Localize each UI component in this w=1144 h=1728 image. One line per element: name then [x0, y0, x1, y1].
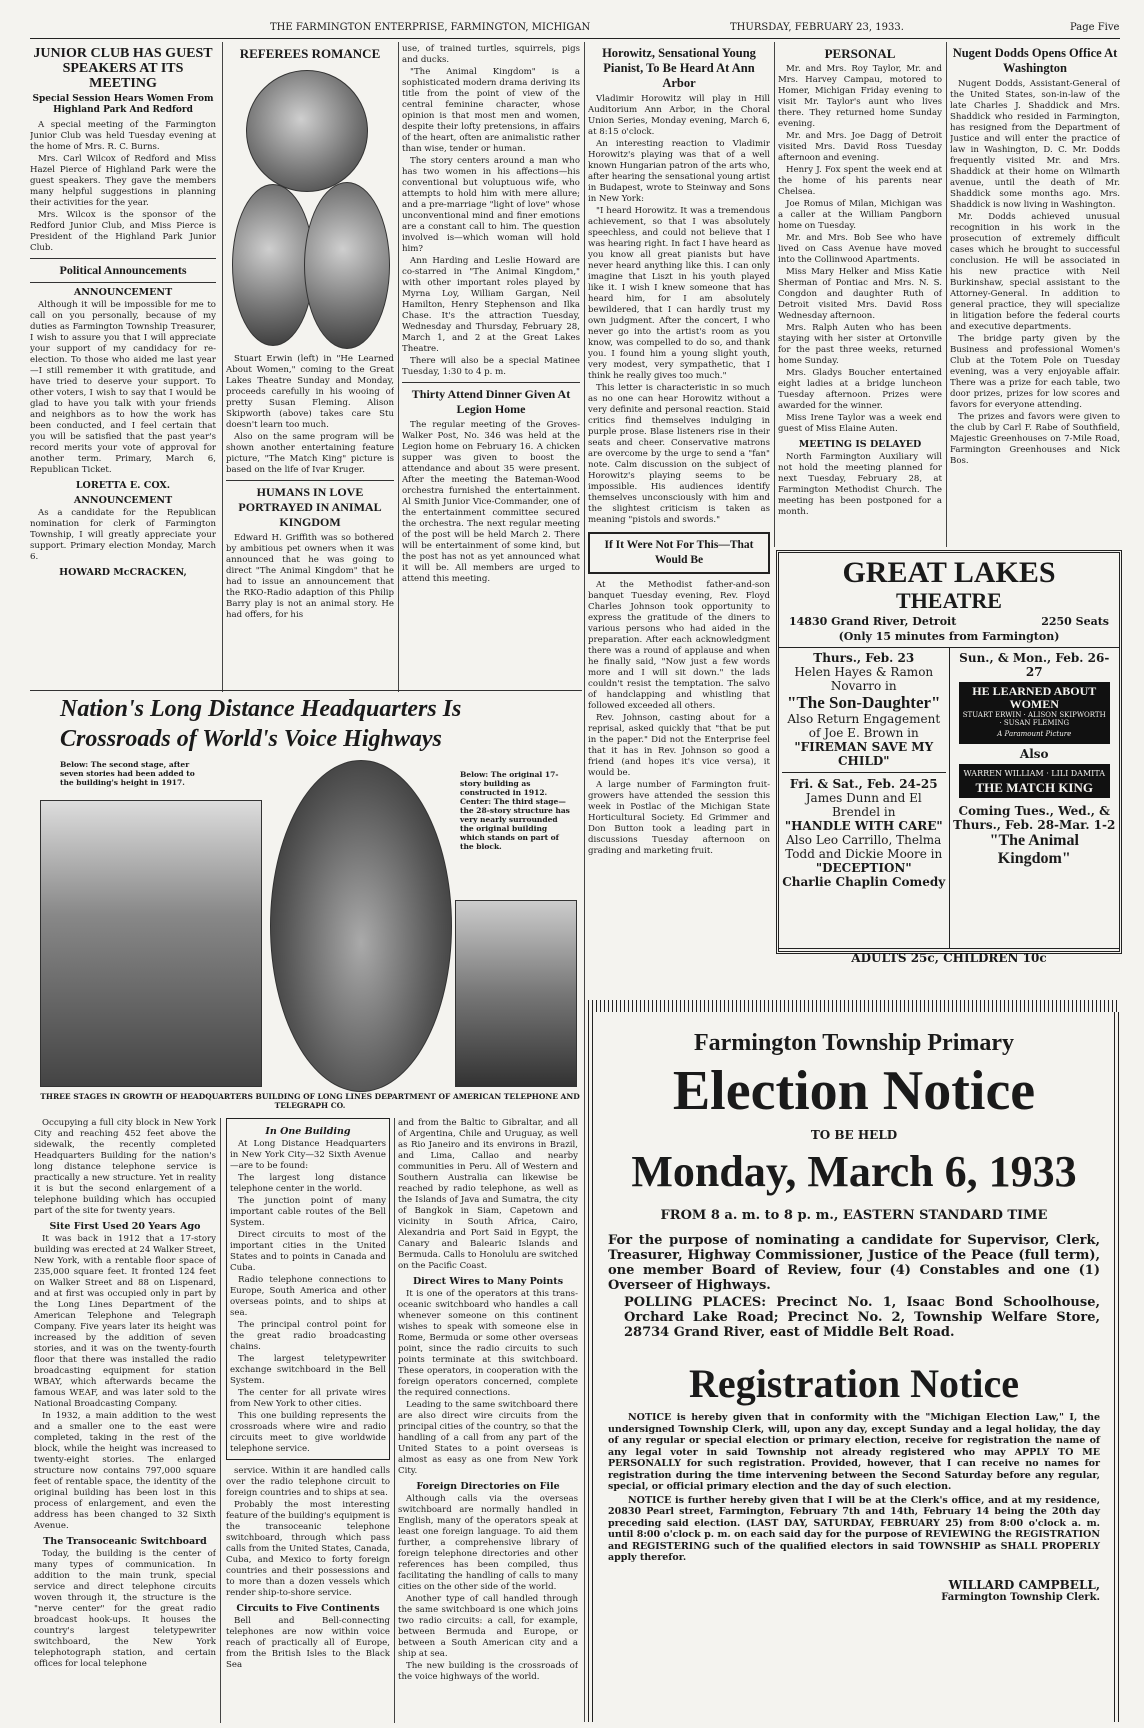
humans-headline: HUMANS IN LOVE PORTRAYED IN ANIMAL KINGDOM	[238, 485, 382, 529]
clerk-signature: WILLARD CAMPBELL,	[948, 1577, 1100, 1592]
building-photo-1932	[270, 760, 452, 1092]
not-for-headline-box	[588, 532, 770, 574]
theatre-advertisement	[776, 550, 1122, 965]
humans-para: Edward H. Griffith was so bothered by ambitious pet owners when it was announced that he was going to direct "The Animal Kingdom" that he had to issue an announcement that the RKO-Radio adaption of this Philip Barry play is not an animal story. He had offers, for his	[226, 533, 394, 620]
theatre-name: GREAT LAKES	[842, 556, 1056, 589]
telephone-headline	[60, 694, 570, 754]
program-title: "HANDLE WITH CARE"	[784, 819, 943, 833]
film-poster	[959, 682, 1111, 744]
program-date: Sun., & Mon., Feb. 26-27	[959, 651, 1110, 679]
horowitz-para: This letter is characteristic in so much as no one can hear Horowitz without a very definite and personal reaction. Staid critics find themselves indulging in purple prose. Blase listeners rise in their seats and cheer. Conservative matrons are overcome by the urge to send a "fan" note. Calm discussion on the subject of Horowitz's playing seems to be impossible. His audiences identify themselves unconsciously with him and the slightest criticism is taken as meaning "pistols and swords."	[588, 383, 770, 525]
film-still-photo	[304, 182, 390, 349]
photo-caption-right: Below: The original 17-story building as constructed in 1912. Center: The third stage—the 28-story structure has very nearly surrounded the original building which stands on part of the block.	[460, 770, 570, 851]
film-photo-collage	[226, 64, 394, 354]
telephone-para: It is one of the operators at this trans-oceanic switchboard who handles a call whenever someone on this continent wishes to speak with someone else in Rome, Bermuda or some other overseas point, since the radio circuits to such points terminate at this switchboard. These operators, in cooperation with the foreign operators concerned, complete the required connections.	[398, 1289, 578, 1398]
box-item: The principal control point for the great radio broadcasting chains.	[230, 1320, 386, 1352]
masthead	[30, 22, 1120, 39]
junior-club-para: Mrs. Wilcox is the sponsor of the Redford Junior Club, and Miss Pierce is President of the Highland Park Junior Club.	[30, 210, 216, 253]
telephone-subhead: Site First Used 20 Years Ago	[49, 1221, 201, 1232]
personal-item: Henry J. Fox spent the week end at the home of his parents near Chelsea.	[778, 165, 942, 197]
program-date: Thurs., Feb. 23	[813, 651, 915, 665]
personal-item: Mr. and Mrs. Joe Dagg of Detroit visited Mrs. David Ross Tuesday afternoon and evening.	[778, 131, 942, 163]
program-title: "DECEPTION"	[815, 861, 912, 875]
horowitz-headline: Horowitz, Sensational Young Pianist, To Be Heard At Ann Arbor	[602, 46, 756, 90]
horowitz-article	[588, 44, 770, 1048]
election-notice	[600, 1016, 1108, 1722]
announcement-text: As a candidate for the Republican nomination for clerk of Farmington Township, I will greatly appreciate your support. Primary election Monday, March 6.	[30, 508, 216, 562]
personal-item: Mrs. Ralph Auten who has been staying with her sister at Ortonville for the past three weeks, returned home Sunday.	[778, 323, 942, 366]
not-for-para: A large number of Farmington fruit-growers have attended the session this week in Postlac of the Michigan State Horticultural Society. Ed Grimmer and Don Button took a leading part in discussions Tuesday afternoon on grading and marketing fruit.	[588, 780, 770, 856]
box-item: Direct circuits to most of the important cities in the United States and to points in Canada and Cuba.	[230, 1230, 386, 1273]
theatre-subname: THEATRE	[896, 588, 1002, 613]
telephone-subhead: Circuits to Five Continents	[236, 1603, 380, 1614]
program-also: Also	[1019, 747, 1049, 761]
not-for-para: Rev. Johnson, casting about for a reprisal, asked quickly that "that be put in the paper." Did not the Enterprise feel that it has in Rev. Johnson so good a friend (and hopes it's vice versa), it would be.	[588, 713, 770, 778]
horowitz-para: Vladimir Horowitz will play in Hill Auditorium Ann Arbor, in the Choral Union Series, Monday evening, March 6, at 8:15 o'clock.	[588, 94, 770, 137]
dinner-para: The regular meeting of the Groves-Walker Post, No. 346 was held at the Legion home on February 16. A chicken supper was given to boost the attendance and about 35 were present. After the meeting the Bateman-Wood orchestra furnished the entertainment. Al Smith Junior Vice-Commander, one of the entertainment committee secured the orchestra. The next regular meeting of the post will be held March 2. There will be entertainment of some kind, but the post has not as yet announced what it will be. All members are urged to attend this meeting.	[402, 420, 580, 584]
meeting-delayed-text: North Farmington Auxiliary will not hold the meeting planned for next Tuesday, February 28, at Farmington Methodist Church. The meeting has been postponed for a month.	[778, 452, 942, 517]
election-purpose: For the purpose of nominating a candidate for Supervisor, Clerk, Treasurer, Highway Commissioner, Justice of the Peace (full term), one member Board of Review, four (4) Constables and one (1) Overseer of Highways.	[608, 1233, 1100, 1293]
poster-title: THE MATCH KING	[975, 780, 1093, 795]
box-item: At Long Distance Headquarters in New York City—32 Sixth Avenue—are to be found:	[230, 1139, 386, 1171]
film-still-photo	[232, 184, 314, 346]
announcement-text: Although it will be impossible for me to call on you personally, because of my duties as Farmington Township Treasurer, I wish to assure you that I will appreciate your support of my candidacy for re-election. To those who aided me last year—I still remember it with gratitude, and have tried to deserve your support. To other voters, I wish to say that I would be glad to have you talk with your friends and neighbors as to how the work has been conducted, and I feel certain that you will be satisfied that the past year's record merits your vote of approval for another term. Primary, March 6, Republican Ticket.	[30, 300, 216, 475]
announcement-title: ANNOUNCEMENT	[73, 287, 173, 298]
film-still-photo	[246, 70, 368, 192]
film-poster	[959, 764, 1111, 798]
personal-column	[778, 44, 942, 544]
registration-notice-title: Registration Notice	[689, 1361, 1019, 1406]
telephone-para: Leading to the same switchboard there are also direct wire circuits from the principal cities of the country, so that the handling of a call from any part of the United States to a point overseas is almost as easy as one from New York City.	[398, 1400, 578, 1476]
horowitz-para: "I heard Horowitz. It was a tremendous achievement, so that I was absolutely speechless, and could not believe that I was hearing right. In fact I have heard as you know all great pianists but have never heard anything like this. I can only imagine that Liszt in his youth played like it. I wish I knew someone that has heard him, for I am absolutely bewildered, that I can hardly trust my own judgment. After the concert, I who never go into the artist's room as you know, was compelled to do so, and thank you. I found him a young slight youth, very modest, very sympathetic, that I think he really gives too much."	[588, 206, 770, 381]
telephone-para: Another type of call handled through the same switchboard is one which joins two radio circuits: a call, for example, between Bermuda and Europe, or between a South American city and a ship at sea.	[398, 1594, 578, 1659]
telephone-headline-line: Crossroads of World's Voice Highways	[60, 726, 442, 752]
theatre-left-program	[779, 648, 950, 948]
box-item: This one building represents the crossroads where wire and radio circuits meet to give worldwide telephone service.	[230, 1411, 386, 1454]
issue-date: THURSDAY, FEBRUARY 23, 1933.	[730, 22, 904, 33]
referees-headline: REFEREES ROMANCE	[239, 46, 381, 61]
clerk-title: Farmington Township Clerk.	[941, 1591, 1100, 1603]
box-item: The junction point of many important cable routes of the Bell System.	[230, 1196, 386, 1228]
personal-headline: PERSONAL	[824, 46, 896, 61]
telephone-para: Probably the most interesting feature of the building's equipment is the transoceanic telephone switchboard, through which pass calls from the United States, Canada, Cuba, and Mexico to forty foreign countries and their possessions and to more than a dozen vessels which render ship-to-shore service.	[226, 1500, 390, 1598]
announcement-title: ANNOUNCEMENT	[73, 495, 173, 506]
personal-item: Mr. and Mrs. Bob See who have lived on Cass Avenue have moved into the Collinwood Apartments.	[778, 233, 942, 265]
announcement-signature: LORETTA E. COX.	[75, 480, 171, 491]
political-headline: Political Announcements	[59, 263, 187, 277]
junior-club-para: A special meeting of the Farmington Junior Club was held Tuesday evening at the home of Mrs. R. C. Burns.	[30, 120, 216, 152]
dinner-headline: Thirty Attend Dinner Given At Legion Home	[411, 387, 571, 416]
election-notice-title: Election Notice	[672, 1060, 1036, 1122]
junior-club-para: Mrs. Carl Wilcox of Redford and Miss Hazel Pierce of Highland Park were the guest speakers. They gave the members many helpful suggestions in planning their activities for the year.	[30, 154, 216, 208]
animal-para: The story centers around a man who has two women in his affections—his conventional but voluptuous wife, who attempts to hold him with mere allure; and a pre-marriage "light of love" whose unconventional mind and finer emotions are a constant call to him. The question involved is—which woman will hold him?	[402, 156, 580, 254]
telephone-para: service. Within it are handled calls over the radio telephone circuit to foreign countries and to ships at sea.	[226, 1466, 390, 1498]
building-photo-1917	[40, 800, 262, 1087]
animal-para: "The Animal Kingdom" is a sophisticated modern drama deriving its title from the point of view of the central feminine character, whose opinion is that most men and women, despite their lofty pretensions, in affairs of the heart, often are animalistic rather than wise, tender or human.	[402, 67, 580, 154]
coming-attraction: Coming Tues., Wed., & Thurs., Feb. 28-Mar. 1-2	[953, 804, 1116, 832]
announcement-signature: HOWARD McCRACKEN,	[59, 567, 187, 578]
telephone-para: Bell and Bell-connecting telephones are now within voice reach of practically all of Europe, from the British Isles to the Black Sea	[226, 1616, 390, 1670]
photo-bottom-caption: THREE STAGES IN GROWTH OF HEADQUARTERS BUILDING OF LONG LINES DEPARTMENT OF AMERICAN TELEPHONE AND TELEGRAPH CO.	[40, 1092, 580, 1110]
program-date: Fri. & Sat., Feb. 24-25	[789, 777, 938, 791]
dodds-para: Nugent Dodds, Assistant-General of the United States, son-in-law of the late Charles J. Shaddick and Mrs. Shaddick who resided in Farmington, has resigned from the Department of Justice and will enter the practice of law in Washington, D. C. Mr. Dodds frequently visited Mr. and Mrs. Shaddick at their home on Wilmarth avenue, until the death of Mr. Shaddick some months ago. Mrs. Shaddick is now living in Washington.	[950, 79, 1120, 210]
personal-item: Miss Mary Helker and Miss Katie Sherman of Pontiac and Mrs. N. S. Congdon and daughter Ruth of Detroit visited Mrs. David Ross Wednesday afternoon.	[778, 267, 942, 321]
building-photo-1912	[455, 900, 577, 1087]
theatre-right-program	[950, 648, 1120, 948]
animal-para: There will also be a special Matinee Tuesday, 1:30 to 4 p. m.	[402, 356, 580, 377]
election-date: Monday, March 6, 1933	[631, 1147, 1077, 1196]
telephone-para: Although calls via the overseas switchboard are normally handled in English, many of the operators speak at least one foreign language. To aid them further, a comprehensive library of foreign telephone directories and other references has been compiled, thus facilitating the handling of calls to many cities on the other side of the world.	[398, 1494, 578, 1592]
not-for-para: At the Methodist father-and-son banquet Tuesday evening, Rev. Floyd Charles Johnson took opportunity to express the gratitude of the diners to various persons who had aided in the preparation. After each acknowledgment there was a round of applause and when he finally said, "Now just a few words more and I will sit down." the lads couldn't resist the temptation. The salvo of handclapping and whistling that followed exceeded all others.	[588, 580, 770, 711]
election-to-be-held: TO BE HELD	[810, 1128, 898, 1142]
box-item: Radio telephone connections to Europe, South America and other overseas points, and to ships at sea.	[230, 1275, 386, 1318]
dodds-article	[950, 44, 1120, 544]
election-hours: FROM 8 a. m. to 8 p. m., EASTERN STANDARD TIME	[660, 1208, 1048, 1223]
dodds-para: Mr. Dodds achieved unusual recognition in his work in the prosecution of extremely difficult cases which he brought to successful conclusion. He will be associated in his new practice with Neil Burkinshaw, special assistant to the Attorney-General. In addition to general practice, they will specialize in litigation before the federal courts and executive departments.	[950, 212, 1120, 332]
photo-caption-left: Below: The second stage, after seven stories had been added to the building's height in 1917.	[60, 760, 195, 787]
box-title: In One Building	[265, 1126, 351, 1137]
program-stars: James Dunn and El Brendel in	[805, 791, 922, 819]
decorative-border	[588, 1012, 594, 1722]
program-title: "FIREMAN SAVE MY CHILD"	[794, 740, 934, 768]
telephone-column-3	[398, 1118, 578, 1723]
referees-caption: Stuart Erwin (left) in "He Learned About Women," coming to the Great Lakes Theatre Sunday and Monday, proceeds carefully in his wooing of pretty Susan Fleming. Alison Skipworth (above) takes care Stu doesn't learn too much.	[226, 354, 394, 430]
referees-article	[226, 44, 394, 689]
dodds-para: The prizes and favors were given to the club by Carl F. Rabe of Southfield, Majestic Greenhouses on 7-Mile Road, Farmington Greenhouses and Nick Bos.	[950, 412, 1120, 466]
personal-item: Mr. and Mrs. Roy Taylor, Mr. and Mrs. Harvey Campau, motored to Homer, Michigan Friday evening to visit Mr. Taylor's aunt who lives there. They returned home Sunday evening.	[778, 64, 942, 129]
telephone-subhead: The Transoceanic Switchboard	[43, 1536, 207, 1547]
telephone-para: The new building is the crossroads of the voice highways of the world.	[398, 1661, 578, 1682]
election-township-title: Farmington Township Primary	[693, 1030, 1015, 1056]
junior-club-headline: JUNIOR CLUB HAS GUEST SPEAKERS AT ITS MEETING	[33, 46, 213, 91]
theatre-address: 14830 Grand River, Detroit	[789, 615, 957, 628]
animal-para: Ann Harding and Leslie Howard are co-starred in "The Animal Kingdom," with other important roles played by Myrna Loy, William Gargan, Neil Hamilton, Henry Stephenson and Ilka Chase. It's the attraction Tuesday, Wednesday and Thursday, February 28, March 1, and 2 at the Great Lakes Theatre.	[402, 256, 580, 354]
telephone-subhead: Direct Wires to Many Points	[412, 1276, 564, 1287]
animal-kingdom-article	[402, 44, 580, 689]
program-stars: Helen Hayes & Ramon Novarro in	[794, 665, 934, 693]
poster-title: HE LEARNED ABOUT WOMEN	[972, 684, 1097, 711]
program-title: "The Son-Daughter"	[787, 693, 941, 712]
not-for-headline: If It Were Not For This—That Would Be	[604, 539, 754, 566]
dodds-headline: Nugent Dodds Opens Office At Washington	[952, 46, 1118, 75]
box-item: The largest teletypewriter exchange switchboard in the Bell System.	[230, 1354, 386, 1386]
telephone-column-2	[226, 1118, 390, 1723]
telephone-para: Occupying a full city block in New York City and reaching 452 feet above the sidewalk, the recently completed Headquarters Building for the nation's long distance telephone service is practically a new structure. Yet in reality it is but the second enlargement of a telephone building which has occupied part of the site for twenty years.	[34, 1118, 216, 1216]
registration-text: NOTICE is hereby given that in conformity with the "Michigan Election Law," I, the undersigned Township Clerk, will, upon any day, except Sunday and a legal holiday, the day of any regular or special election or primary election, receive for registration the name of any legal voter in said Township not already registered who may APPLY TO ME PERSONALLY for such registration. Provided, however, that I can receive no names for registration during the time intervening between the Second Saturday before any regular, special, or official primary election and the day of such election.	[608, 1412, 1100, 1492]
in-one-building-box	[226, 1118, 390, 1460]
poster-cast: STUART ERWIN · ALISON SKIPWORTH · SUSAN FLEMING	[962, 711, 1106, 727]
registration-text: NOTICE is further hereby given that I will be at the Clerk's office, and at my residence, 20830 Pearl street, Farmington, February 7th and 14th, February 14 being the 20th day preceding said election. (LAST DAY, SATURDAY, FEBRUARY 25) from 8:00 o'clock a. m. until 8:00 o'clock p. m. on each said day for the purpose of REVIEWING the REGISTRATION and REGISTERING such of the qualified electors in said TOWNSHIP as SHALL PROPERLY apply therefor.	[608, 1494, 1100, 1563]
newspaper-title: THE FARMINGTON ENTERPRISE, FARMINGTON, MICHIGAN	[270, 22, 591, 33]
box-item: The center for all private wires from New York to other cities.	[230, 1388, 386, 1409]
referees-para: Also on the same program will be shown another entertaining feature picture, "The Match King" picture is based on the life of Ivar Kruger.	[226, 432, 394, 475]
telephone-para: and from the Baltic to Gibraltar, and all of Argentina, Chile and Uruguay, as well as Rio Janeiro and its environs in Brazil, and Lima, Callao and nearby communities in Peru. All of Western and Southern Australia can likewise be reached by radio telephone, as well as the Islands of Java and Sumatra, the city of Bangkok in Siam, Capetown and vicinity in South Africa, Cairo, Alexandria and Port Said in Egypt, the Canary and Balearic Islands and Bermuda. Calls to Honolulu are switched on the Pacific Coast.	[398, 1118, 578, 1271]
program-also: Also Leo Carrillo, Thelma Todd and Dickie Moore in	[785, 833, 943, 861]
poster-credit: A Paramount Picture	[997, 730, 1072, 738]
poster-cast: WARREN WILLIAM · LILI DAMITA	[963, 769, 1105, 778]
animal-para: use, of trained turtles, squirrels, pigs and ducks.	[402, 44, 580, 65]
page-number: Page Five	[1070, 22, 1120, 33]
telephone-subhead: Foreign Directories on File	[416, 1481, 560, 1492]
horowitz-para: An interesting reaction to Vladimir Horowitz's playing was that of a well known Hungarian patron of the arts who, after hearing the sensational young artist in Budapest, wrote to Steinway and Sons in New York:	[588, 139, 770, 204]
personal-item: Joe Romus of Milan, Michigan was a caller at the William Pangborn home on Tuesday.	[778, 199, 942, 231]
program-extra: Charlie Chaplin Comedy	[782, 875, 946, 889]
junior-club-article	[30, 44, 216, 689]
box-item: The largest long distance telephone center in the world.	[230, 1173, 386, 1194]
ticket-prices: ADULTS 25c, CHILDREN 10c	[779, 948, 1119, 967]
decorative-border	[588, 1000, 1120, 1012]
telephone-headline-line: Nation's Long Distance Headquarters Is	[60, 696, 462, 722]
meeting-delayed-headline: MEETING IS DELAYED	[798, 439, 922, 450]
theatre-distance: (Only 15 minutes from Farmington)	[838, 630, 1060, 643]
theatre-seats: 2250 Seats	[1041, 615, 1109, 628]
telephone-para: In 1932, a main addition to the west and a smaller one to the east were completed, taking in the rest of the block, while the height was increased to twenty-eight stories. The enlarged structure now contains 797,000 square feet of rentable space, the identity of the original building has been lost in this process of enlargement, and even the address has been changed to 32 Sixth Avenue.	[34, 1411, 216, 1531]
telephone-para: It was back in 1912 that a 17-story building was erected at 24 Walker Street, New York, with a rentable floor space of 235,000 square feet. It fronted 124 feet on Walker Street and 88 on Lispenard, and at first was occupied only in part by the Long Lines Department of the American Telephone and Telegraph Company. Five years later its height was increased by the addition of seven stories, and it was on the twenty-fourth floor that there was installed the radio broadcasting equipment for station WBAY, which afterwards became the famous WEAF, and was later sold to the National Broadcasting Company.	[34, 1234, 216, 1409]
decorative-border	[1114, 1012, 1120, 1722]
personal-item: Miss Irene Taylor was a week end guest of Miss Elaine Auten.	[778, 413, 942, 434]
polling-places: POLLING PLACES: Precinct No. 1, Isaac Bond Schoolhouse, Orchard Lake Road; Precinct No. 2, Township Welfare Store, 28734 Grand River, east of Middle Belt Road.	[624, 1295, 1100, 1340]
junior-club-deck: Special Session Hears Women From Highland Park And Redford	[32, 94, 214, 115]
telephone-para: Today, the building is the center of many types of communication. In addition to the main trunk, special service and direct telephone circuits woven through it, the structure is the "nerve center" for the great radio broadcast hook-ups. It houses the country's largest teletypewriter switchboard, the New York telephotograph station, and certain offices for local telephone	[34, 1549, 216, 1669]
dodds-para: The bridge party given by the Business and professional Women's Club at the Totem Pole on Tuesday evening, was a very enjoyable affair. There was a prize for each table, two door prizes, prizes for low scores and favors for everyone attending.	[950, 334, 1120, 410]
program-also: Also Return Engagement of Joe E. Brown in	[787, 712, 941, 740]
telephone-column-1	[34, 1118, 216, 1723]
coming-title: "The Animal Kingdom"	[989, 832, 1079, 867]
personal-item: Mrs. Gladys Boucher entertained eight ladies at a bridge luncheon Tuesday afternoon. Prizes were awarded for the winner.	[778, 368, 942, 411]
